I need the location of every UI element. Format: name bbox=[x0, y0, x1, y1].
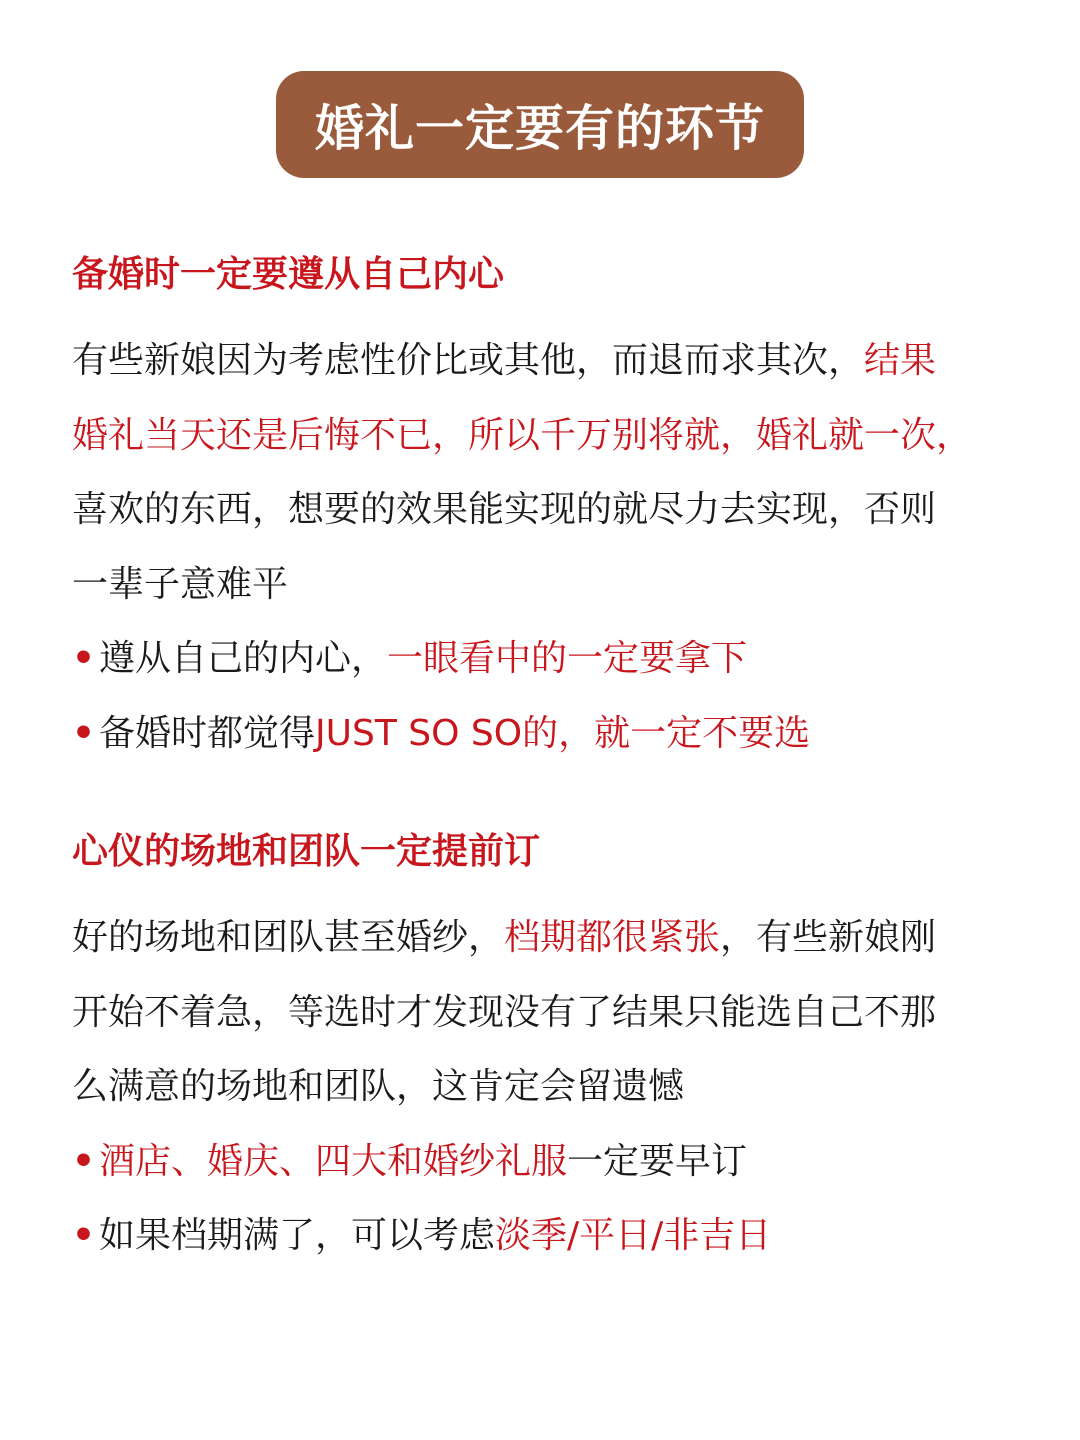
section-heading: 心仪的场地和团队一定提前订 bbox=[72, 831, 541, 872]
bullet-item bbox=[72, 622, 1062, 697]
bullet-dot-icon: • bbox=[72, 1215, 96, 1256]
bullet-highlight: 一眼看中的一定要拿下 bbox=[387, 638, 748, 679]
body-line: 一辈子意难平 bbox=[72, 563, 289, 605]
bullet-text: 备婚时都觉得 bbox=[99, 712, 316, 754]
highlight-text: 结果 bbox=[864, 340, 937, 381]
page-title: 婚礼一定要有的环节 bbox=[276, 71, 804, 178]
bullet-dot-icon: • bbox=[72, 712, 96, 754]
body-text: ，有些新娘刚 bbox=[720, 917, 937, 958]
bullet-text: 如果档期满了，可以考虑 bbox=[99, 1215, 496, 1256]
bullet-text: 一定要早订 bbox=[567, 1140, 748, 1182]
bullet-item bbox=[72, 697, 1062, 772]
section-venue bbox=[72, 827, 1062, 1274]
bullet-item bbox=[72, 1125, 1062, 1200]
bullet-highlight: JUST SO SO的，就一定不要选 bbox=[315, 712, 811, 754]
body-text: 有些新娘因为考虑性价比或其他，而退而求其次， bbox=[72, 340, 865, 381]
section-body bbox=[72, 901, 1062, 1274]
bullet-highlight: 淡季/平日/非吉日 bbox=[495, 1215, 772, 1256]
body-line: 开始不着急，等选时才发现没有了结果只能选自己不那 bbox=[72, 991, 937, 1033]
highlight-text: 档期都很紧张 bbox=[504, 917, 721, 958]
bullet-dot-icon: • bbox=[72, 1140, 96, 1182]
body-line: 婚礼当天还是后悔不已，所以千万别将就，婚礼就一次， bbox=[72, 414, 973, 456]
body-line bbox=[72, 324, 1062, 399]
section-body bbox=[72, 324, 1062, 771]
section-mind bbox=[72, 250, 1062, 771]
bullet-item bbox=[72, 1199, 1062, 1274]
bullet-text: 遵从自己的内心， bbox=[99, 638, 388, 679]
body-line: 么满意的场地和团队，这肯定会留遗憾 bbox=[72, 1066, 685, 1107]
body-line: 喜欢的东西，想要的效果能实现的就尽力去实现，否则 bbox=[72, 489, 937, 530]
bullet-dot-icon: • bbox=[72, 638, 96, 679]
body-text: 好的场地和团队甚至婚纱， bbox=[72, 917, 505, 958]
bullet-highlight: 酒店、婚庆、四大和婚纱礼服 bbox=[99, 1140, 568, 1182]
section-heading: 备婚时一定要遵从自己内心 bbox=[72, 254, 505, 295]
body-line bbox=[72, 901, 1062, 976]
